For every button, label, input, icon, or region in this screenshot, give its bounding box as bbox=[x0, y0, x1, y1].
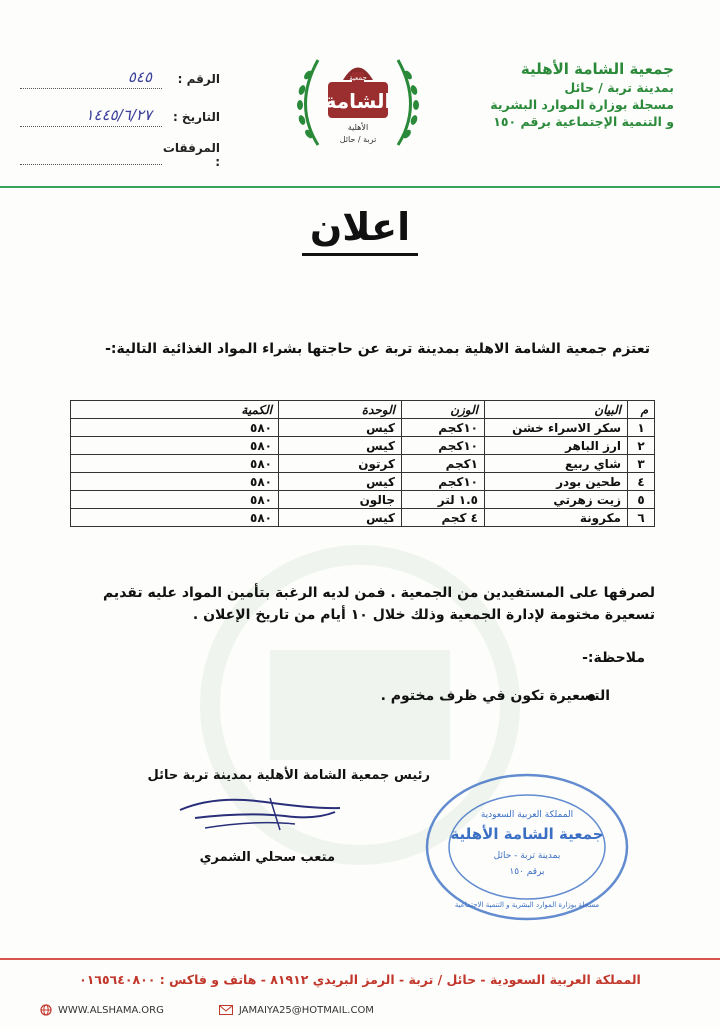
signatory-title: رئيس جمعية الشامة الأهلية بمدينة تربة حائل bbox=[147, 768, 430, 783]
cell-weight: ١.٥ لتر bbox=[402, 491, 485, 509]
table-row bbox=[71, 509, 655, 527]
cell-quantity: ٥٨٠ bbox=[71, 437, 279, 455]
table-row bbox=[71, 437, 655, 455]
official-stamp bbox=[425, 772, 630, 922]
cell-item: ارز الباهر bbox=[485, 437, 628, 455]
website-text: WWW.ALSHAMA.ORG bbox=[58, 1004, 164, 1016]
intro-paragraph: تعتزم جمعية الشامة الاهلية بمدينة تربة عن حاجتها بشراء المواد الغذائية التالية:- bbox=[105, 341, 650, 357]
date-value: ١٤٤٥/٦/٢٧ bbox=[85, 105, 152, 124]
footer-links bbox=[40, 1004, 429, 1016]
col-header-quantity: الكمية bbox=[71, 401, 279, 419]
footer-address: المملكة العربية السعودية - حائل / تربة - الرمز البريدي ٨١٩١٢ - هاتف و فاكس : ٠١٦٥٦٤٠٨٠٠ bbox=[79, 972, 641, 987]
org-name: جمعية الشامة الأهلية bbox=[520, 60, 674, 78]
attachments-label: المرفقات : bbox=[162, 141, 220, 169]
reference-block bbox=[20, 60, 220, 174]
cell-quantity: ٥٨٠ bbox=[71, 509, 279, 527]
stamp-line4: برقم ١٥٠ bbox=[509, 867, 545, 877]
ref-number-row bbox=[20, 60, 220, 98]
attachments-line bbox=[20, 146, 162, 165]
table-row bbox=[71, 419, 655, 437]
cell-unit: كيس bbox=[279, 473, 402, 491]
cell-index: ١ bbox=[628, 419, 655, 437]
cell-unit: كيس bbox=[279, 419, 402, 437]
ref-number-value: ٥٤٥ bbox=[127, 67, 152, 86]
attachments-row bbox=[20, 136, 220, 174]
ref-number-line bbox=[20, 67, 162, 89]
envelope-icon bbox=[219, 1005, 233, 1015]
col-header-weight: الوزن bbox=[402, 401, 485, 419]
note-item: التسعيرة تكون في ظرف مختوم . bbox=[380, 688, 610, 704]
org-registration-number: و التنمية الإجتماعية برقم ١٥٠ bbox=[493, 114, 674, 129]
stamp-line2: جمعية الشامة الأهلية bbox=[450, 825, 604, 843]
stamp-line1: المملكة العربية السعودية bbox=[480, 810, 574, 820]
header-divider bbox=[0, 186, 720, 188]
cell-quantity: ٥٨٠ bbox=[71, 473, 279, 491]
logo-place-text: تربة / حائل bbox=[339, 135, 377, 144]
organization-logo bbox=[288, 40, 428, 165]
items-table bbox=[70, 400, 655, 527]
cell-unit: كيس bbox=[279, 509, 402, 527]
footer-divider bbox=[0, 958, 720, 960]
col-header-unit: الوحدة bbox=[279, 401, 402, 419]
title-text: اعلان bbox=[302, 205, 418, 256]
table-row bbox=[71, 491, 655, 509]
email-text: JAMAIYA25@HOTMAIL.COM bbox=[238, 1004, 374, 1016]
cell-item: طحين بودر bbox=[485, 473, 628, 491]
cell-weight: ١٠كجم bbox=[402, 419, 485, 437]
cell-item: شاي ربيع bbox=[485, 455, 628, 473]
date-row bbox=[20, 98, 220, 136]
cell-item: زيت زهرتي bbox=[485, 491, 628, 509]
ref-number-label: الرقم : bbox=[177, 72, 220, 86]
body-paragraph: لصرفها على المستفيدين من الجمعية . فمن لديه الرغبة بتأمين المواد عليه تقديم تسعيرة مختومة لإدارة الجمعية وذلك خلال ١٠ أيام من تاريخ الإعلان . bbox=[102, 585, 655, 623]
announcement-title bbox=[0, 205, 720, 249]
org-city: بمدينة تربة / حائل bbox=[564, 80, 674, 95]
cell-weight: ١كجم bbox=[402, 455, 485, 473]
cell-index: ٦ bbox=[628, 509, 655, 527]
cell-item: مكرونة bbox=[485, 509, 628, 527]
stamp-ring-text: مسجلة بوزارة الموارد البشرية و التنمية الاجتماعية bbox=[454, 901, 600, 909]
cell-quantity: ٥٨٠ bbox=[71, 419, 279, 437]
organization-block bbox=[474, 60, 674, 129]
cell-weight: ١٠كجم bbox=[402, 473, 485, 491]
col-header-index: م bbox=[628, 401, 655, 419]
footer-email[interactable] bbox=[219, 1005, 374, 1016]
cell-quantity: ٥٨٠ bbox=[71, 491, 279, 509]
stamp-line3: بمدينة تربة - حائل bbox=[493, 851, 561, 861]
cell-index: ٥ bbox=[628, 491, 655, 509]
table-row bbox=[71, 473, 655, 491]
cell-unit: جالون bbox=[279, 491, 402, 509]
cell-weight: ٤ كجم bbox=[402, 509, 485, 527]
logo-top-text: جمعية bbox=[349, 74, 367, 82]
date-line bbox=[20, 105, 162, 127]
col-header-item: البيان bbox=[485, 401, 628, 419]
signatory-name: متعب سحلي الشمري bbox=[199, 850, 335, 865]
handwritten-signature bbox=[175, 790, 345, 840]
cell-quantity: ٥٨٠ bbox=[71, 455, 279, 473]
cell-unit: كرتون bbox=[279, 455, 402, 473]
logo-main-text: الشامة bbox=[324, 89, 392, 113]
globe-icon bbox=[40, 1004, 52, 1016]
cell-index: ٤ bbox=[628, 473, 655, 491]
table-header-row bbox=[71, 401, 655, 419]
cell-item: سكر الاسراء خشن bbox=[485, 419, 628, 437]
cell-index: ٢ bbox=[628, 437, 655, 455]
note-heading: ملاحظة:- bbox=[582, 650, 645, 666]
logo-sub-text: الأهلية bbox=[347, 123, 369, 132]
org-registration: مسجلة بوزارة الموارد البشرية bbox=[490, 97, 674, 112]
cell-unit: كيس bbox=[279, 437, 402, 455]
date-label: التاريخ : bbox=[172, 110, 220, 124]
table-row bbox=[71, 455, 655, 473]
footer-website[interactable] bbox=[40, 1004, 164, 1016]
cell-index: ٣ bbox=[628, 455, 655, 473]
cell-weight: ١٠كجم bbox=[402, 437, 485, 455]
